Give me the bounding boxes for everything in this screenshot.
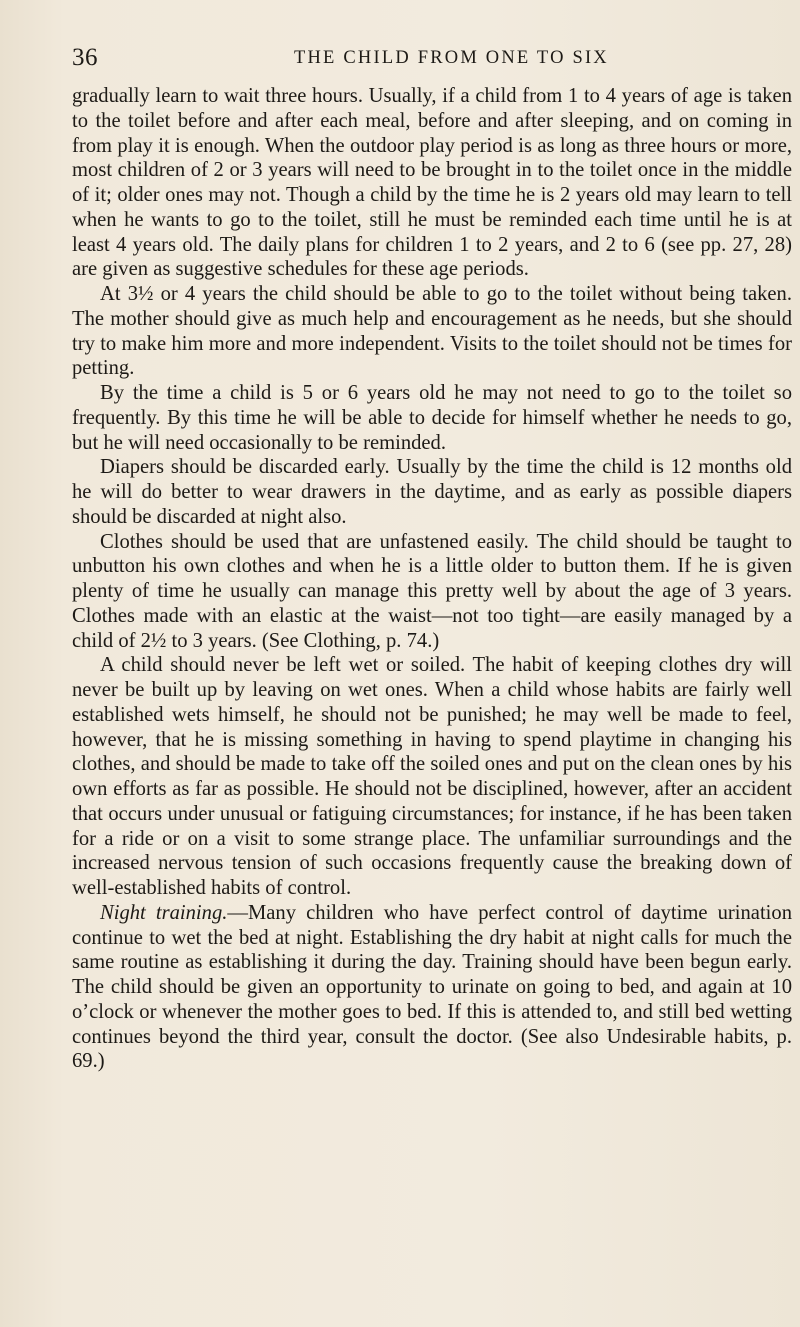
running-head [72, 44, 770, 78]
night-training-heading: Night training. [100, 901, 228, 924]
body-text [72, 84, 792, 1074]
paragraph-wet-soiled: A child should never be left wet or soiled. The habit of keeping clothes dry will never be built up by leaving on wet ones. When a child whose habits are fairly well established wets himself, he should not be punished; he may well be made to feel, however, that he is missing something in having to spend playtime in changing his clothes, and should be made to take off the soiled ones and put on the clean ones by his own efforts as far as possible. He should not be disciplined, however, after an accident that occurs under unusual or fatiguing circumstances; for instance, if he has been taken for a ride or on a visit to some strange place. The unfamiliar surroundings and the increased nervous tension of such occasions frequently cause the breaking down of well-established habits of control. [72, 654, 792, 899]
night-training-text: —Many children who have perfect control of daytime urination continue to wet the bed at night. Establishing the dry habit at night calls for much the same routine as establishing it during the day. Training should have been begun early. The child should be given an opportunity to urinate on going to bed, and again at 10 o’clock or whenever the mother goes to bed. If this is attended to, and still bed wetting continues beyond the third year, consult the doctor. (See also Undesirable habits, p. 69.) [72, 901, 792, 1073]
running-title: THE CHILD FROM ONE TO SIX [294, 48, 609, 68]
paragraph-independence: At 3½ or 4 years the child should be able to go to the toilet without being taken. The mother should give as much help and encouragement as he needs, but she should try to make him more and more independent. Visits to the toilet should not be times for petting. [72, 283, 792, 380]
page-number: 36 [72, 44, 98, 71]
paragraph-night-training [72, 901, 792, 1074]
paragraph-clothes: Clothes should be used that are unfastened easily. The child should be taught to unbutton his own clothes and when he is a little older to button them. If he is given plenty of time he usually can manage this pretty well by about the age of 3 years. Clothes made with an elastic at the waist—not too tight—are easily managed by a child of 2½ to 3 years. (See Clothing, p. 74.) [72, 530, 792, 652]
paragraph-diapers: Diapers should be discarded early. Usually by the time the child is 12 months old he will do better to wear drawers in the daytime, and as early as possible diapers should be discarded at night also. [72, 456, 792, 528]
paragraph-older-child: By the time a child is 5 or 6 years old he may not need to go to the toilet so frequently. By this time he will be able to decide for himself whether he needs to go, but he will need occasionally to be reminded. [72, 382, 792, 454]
paragraph-waiting-schedule: gradually learn to wait three hours. Usually, if a child from 1 to 4 years of age is taken to the toilet before and after each meal, before and after sleeping, and on coming in from play it is enough. When the outdoor play period is as long as three hours or more, most children of 2 or 3 years will need to be brought in to the toilet once in the middle of it; older ones may not. Though a child by the time he is 2 years old may learn to tell when he wants to go to the toilet, still he must be reminded each time until he is at least 4 years old. The daily plans for children 1 to 2 years, and 2 to 6 (see pp. 27, 28) are given as suggestive schedules for these age periods. [72, 85, 792, 281]
